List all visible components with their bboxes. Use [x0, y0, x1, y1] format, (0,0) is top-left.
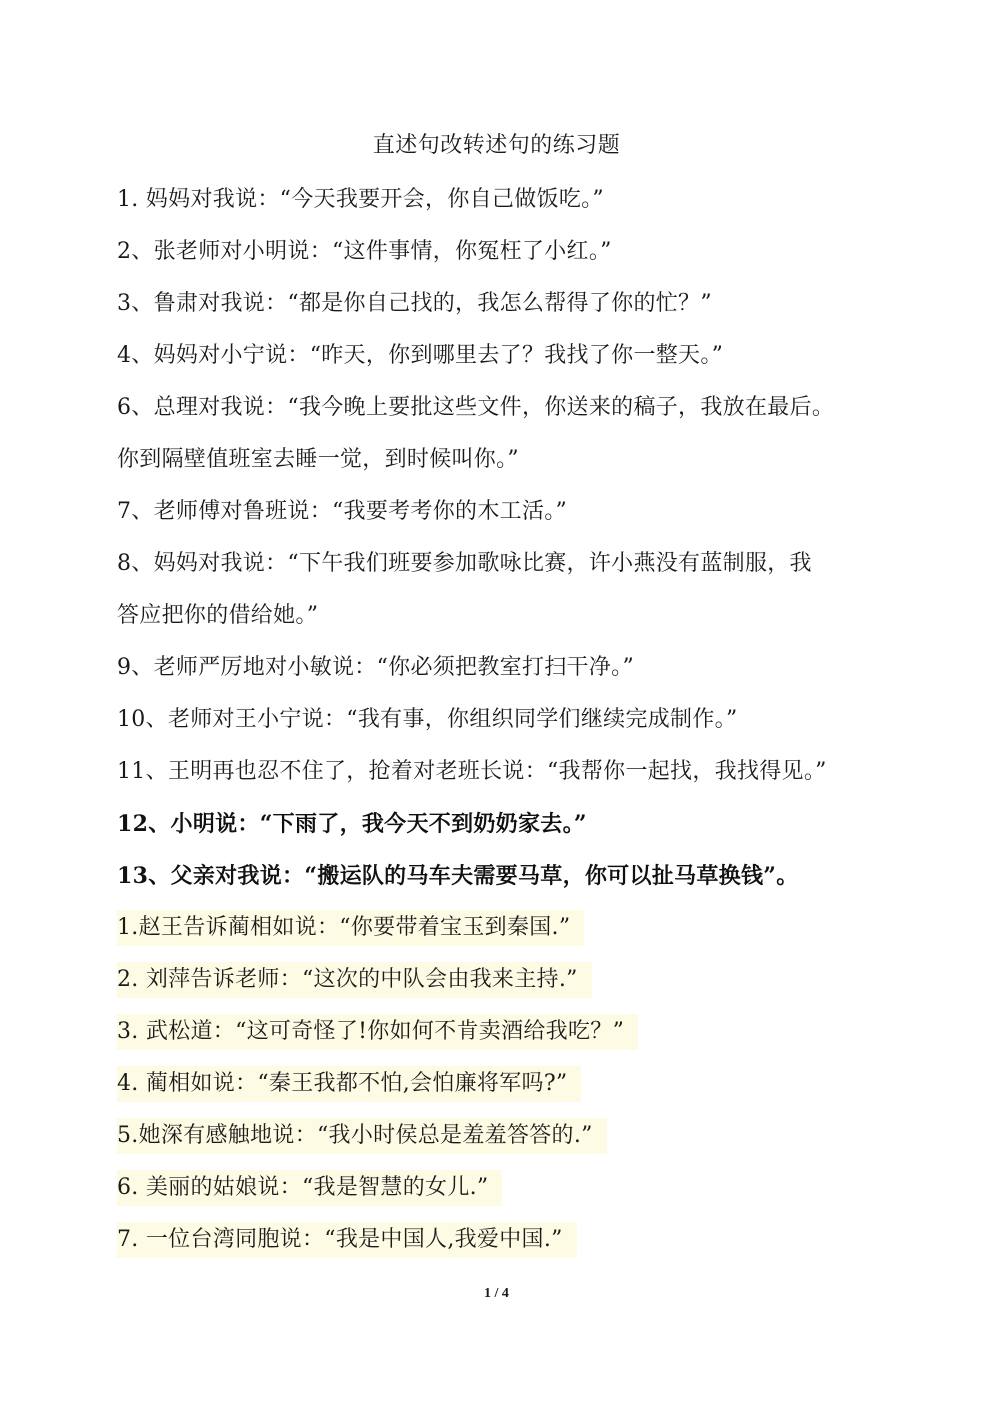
exercise-line-highlighted: 4. 蔺相如说：“秦王我都不怕,会怕廉将军吗?” [117, 1066, 581, 1102]
exercise-line-continuation: 你到隔壁值班室去睡一觉，到时候叫你。” [117, 447, 519, 472]
exercise-line-highlighted: 2. 刘萍告诉老师：“这次的中队会由我来主持.” [117, 962, 592, 998]
exercise-line-highlighted: 1.赵王告诉蔺相如说：“你要带着宝玉到秦国.” [117, 910, 584, 946]
exercise-line: 7、老师傅对鲁班说：“我要考考你的木工活。” [117, 499, 568, 524]
exercise-line-continuation: 答应把你的借给她。” [117, 603, 319, 628]
exercise-line-highlighted: 6. 美丽的姑娘说：“我是智慧的女儿.” [117, 1170, 502, 1206]
exercise-line: 11、王明再也忍不住了，抢着对老班长说：“我帮你一起找，我找得见。” [117, 759, 827, 784]
exercise-line: 13、父亲对我说：“搬运队的马车夫需要马草，你可以扯马草换钱”。 [117, 863, 799, 889]
page-number: 1 / 4 [484, 1286, 509, 1301]
exercise-line: 10、老师对王小宁说：“我有事，你组织同学们继续完成制作。” [117, 707, 738, 732]
page-title: 直述句改转述句的练习题 [372, 133, 621, 158]
exercise-line: 9、老师严厉地对小敏说：“你必须把教室打扫干净。” [117, 655, 634, 680]
exercise-line-highlighted: 7. 一位台湾同胞说：“我是中国人,我爱中国.” [117, 1222, 577, 1258]
exercise-line: 8、妈妈对我说：“下午我们班要参加歌咏比赛，许小燕没有蓝制服，我 [117, 551, 812, 576]
exercise-line: 3、鲁肃对我说：“都是你自己找的，我怎么帮得了你的忙？” [117, 291, 712, 316]
exercise-line-highlighted: 5.她深有感触地说：“我小时侯总是羞羞答答的.” [117, 1118, 607, 1154]
exercise-line: 1. 妈妈对我说：“今天我要开会，你自己做饭吃。” [117, 187, 604, 212]
exercise-line: 2、张老师对小明说：“这件事情，你冤枉了小红。” [117, 239, 612, 264]
exercise-line-highlighted: 3. 武松道：“这可奇怪了!你如何不肯卖酒给我吃？” [117, 1014, 638, 1050]
exercise-line: 6、总理对我说：“我今晚上要批这些文件，你送来的稿子，我放在最后。 [117, 395, 835, 420]
exercise-line: 12、小明说：“下雨了，我今天不到奶奶家去。” [117, 811, 587, 837]
exercise-line: 4、妈妈对小宁说：“昨天，你到哪里去了？我找了你一整天。” [117, 343, 724, 368]
